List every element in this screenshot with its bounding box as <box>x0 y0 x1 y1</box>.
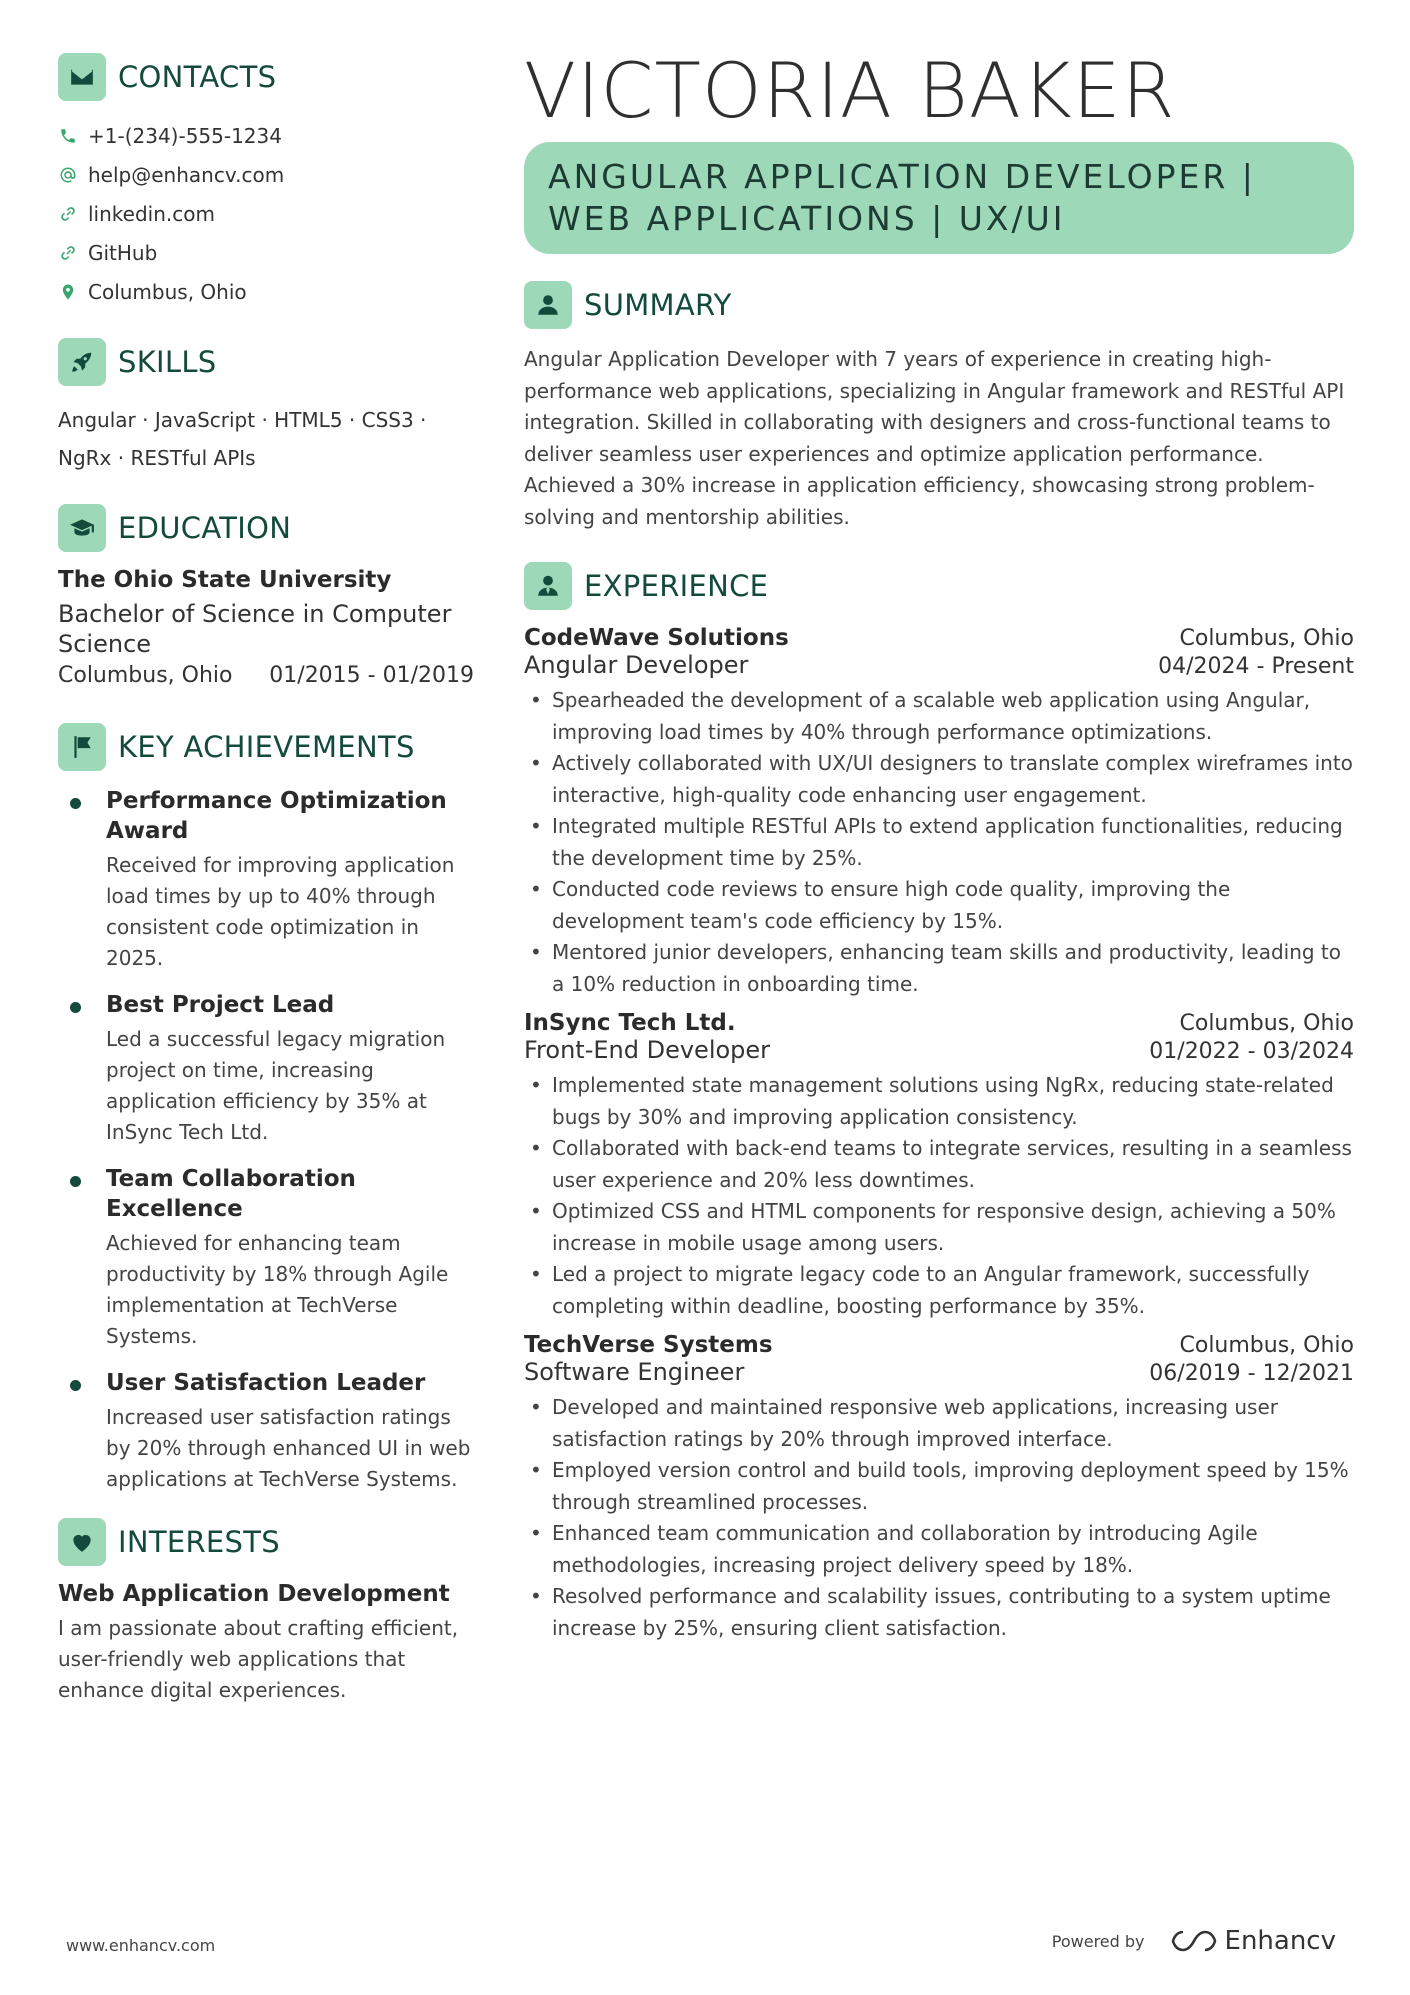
job-bullet: • Collaborated with back-end teams to integrate services, resulting in a seamless user experience and 20% less downtimes. <box>524 1133 1354 1196</box>
achievement-item <box>58 990 478 1148</box>
enhancv-logo-icon <box>1171 1928 1217 1954</box>
job-subheader <box>524 651 1354 679</box>
achievement-desc: Increased user satisfaction ratings by 20% through enhanced UI in web applications at TechVerse Systems. <box>106 1405 471 1491</box>
contact-github[interactable] <box>58 233 478 272</box>
contacts-title: CONTACTS <box>118 60 277 94</box>
bullet-dot <box>70 798 81 809</box>
job-role: Front-End Developer <box>524 1036 771 1064</box>
education-location: Columbus, Ohio <box>58 663 233 688</box>
map-pin-icon <box>58 282 78 302</box>
at-icon <box>58 165 78 185</box>
contact-linkedin[interactable] <box>58 194 478 233</box>
businessperson-icon <box>524 562 572 610</box>
education-school: The Ohio State University <box>58 567 392 593</box>
job-location: Columbus, Ohio <box>1179 626 1354 651</box>
education-dates: 01/2015 - 01/2019 <box>269 663 474 688</box>
enhancv-logo[interactable] <box>1171 1926 1336 1956</box>
bullet-dot <box>70 1176 81 1187</box>
job-role: Software Engineer <box>524 1358 745 1386</box>
headline-text: ANGULAR APPLICATION DEVELOPER | WEB APPLICATIONS | UX/UI <box>548 157 1256 238</box>
job-company: CodeWave Solutions <box>524 625 789 651</box>
contact-email-text: help@enhancv.com <box>88 162 285 187</box>
achievement-title: Performance Optimization Award <box>106 788 447 844</box>
achievements-title: KEY ACHIEVEMENTS <box>118 730 415 764</box>
graduation-cap-icon <box>58 504 106 552</box>
job-bullets <box>524 1392 1354 1644</box>
education-degree: Bachelor of Science in Computer Science <box>58 600 452 658</box>
powered-by-text: Powered by <box>1051 1931 1145 1951</box>
envelope-icon <box>58 53 106 101</box>
contacts-header <box>58 52 478 102</box>
education-header <box>58 503 478 553</box>
job-bullet: • Optimized CSS and HTML components for responsive design, achieving a 50% increase in mobile usage among users. <box>524 1196 1354 1259</box>
job-location: Columbus, Ohio <box>1179 1333 1354 1358</box>
candidate-name: VICTORIA BAKER <box>524 46 1176 135</box>
flag-icon <box>58 723 106 771</box>
contact-github-text: GitHub <box>88 240 158 265</box>
left-column <box>58 52 478 1706</box>
contact-phone[interactable] <box>58 116 478 155</box>
job-bullets <box>524 1070 1354 1322</box>
achievement-title: Best Project Lead <box>106 992 335 1018</box>
heart-icon <box>58 1518 106 1566</box>
interest-desc: I am passionate about crafting efficient, user-friendly web applications that enhance digital experiences. <box>58 1616 459 1702</box>
job-bullet: • Employed version control and build tools, improving deployment speed by 15% through streamlined processes. <box>524 1455 1354 1518</box>
skills-title: SKILLS <box>118 345 217 379</box>
phone-icon <box>58 126 78 146</box>
user-icon <box>524 281 572 329</box>
summary-header <box>524 280 1354 330</box>
job-bullet: • Developed and maintained responsive web applications, increasing user satisfaction ratings by 20% through improved interface. <box>524 1392 1354 1455</box>
job-dates: 01/2022 - 03/2024 <box>1149 1039 1354 1064</box>
job-entry <box>524 1332 1354 1644</box>
footer-branding <box>1052 1926 1336 1956</box>
right-column <box>524 46 1354 1654</box>
job-entry <box>524 1010 1354 1322</box>
job-role: Angular Developer <box>524 651 749 679</box>
job-bullet: • Implemented state management solutions using NgRx, reducing state-related bugs by 30% and improving application consistency. <box>524 1070 1354 1133</box>
education-title: EDUCATION <box>118 511 292 545</box>
job-bullet: • Spearheaded the development of a scalable web application using Angular, improving load times by 40% through performance optimizations. <box>524 685 1354 748</box>
contact-phone-text: +1-(234)-555-1234 <box>88 123 282 148</box>
achievement-item <box>58 786 478 974</box>
job-bullet: • Resolved performance and scalability issues, contributing to a system uptime increase by 25%, ensuring client satisfaction. <box>524 1581 1354 1644</box>
headline-banner <box>524 142 1354 254</box>
job-header <box>524 1010 1354 1036</box>
interests-title: INTERESTS <box>118 1525 280 1559</box>
summary-title: SUMMARY <box>584 288 732 322</box>
achievements-list <box>58 786 478 1495</box>
experience-header <box>524 561 1354 611</box>
job-subheader <box>524 1358 1354 1386</box>
interest-title: Web Application Development <box>58 1581 450 1607</box>
job-bullet: • Mentored junior developers, enhancing team skills and productivity, leading to a 10% reduction in onboarding time. <box>524 937 1354 1000</box>
job-subheader <box>524 1036 1354 1064</box>
summary-text: Angular Application Developer with 7 years of experience in creating high-performance web applications, specializing in Angular framework and RESTful API integration. Skilled in collaborating with designers and cross-functional teams to deliver seamless user experiences and optimize application performance. Achieved a 30% increase in application efficiency, showcasing strong problem-solving and mentorship abilities. <box>524 347 1345 529</box>
experience-title: EXPERIENCE <box>584 569 769 603</box>
enhancv-brand-text: Enhancv <box>1224 1926 1336 1956</box>
skills-header <box>58 337 478 387</box>
achievement-item <box>58 1368 478 1495</box>
job-dates: 06/2019 - 12/2021 <box>1149 1361 1354 1386</box>
job-company: TechVerse Systems <box>524 1332 773 1358</box>
link-icon <box>58 243 78 263</box>
job-bullet: • Integrated multiple RESTful APIs to extend application functionalities, reducing the development time by 25%. <box>524 811 1354 874</box>
education-meta <box>58 663 474 688</box>
achievement-item <box>58 1164 478 1352</box>
contact-linkedin-text: linkedin.com <box>88 201 215 226</box>
achievement-desc: Led a successful legacy migration project on time, increasing application efficiency by 35% at InSync Tech Ltd. <box>106 1027 446 1144</box>
achievement-title: Team Collaboration Excellence <box>106 1166 356 1222</box>
job-entry <box>524 625 1354 1000</box>
job-header <box>524 625 1354 651</box>
interests-header <box>58 1517 478 1567</box>
bullet-dot <box>70 1002 81 1013</box>
job-bullet: • Actively collaborated with UX/UI designers to translate complex wireframes into interactive, high-quality code enhancing user engagement. <box>524 748 1354 811</box>
job-header <box>524 1332 1354 1358</box>
contact-location <box>58 272 478 311</box>
achievement-desc: Achieved for enhancing team productivity by 18% through Agile implementation at TechVerse Systems. <box>106 1231 449 1348</box>
job-location: Columbus, Ohio <box>1179 1011 1354 1036</box>
contact-location-text: Columbus, Ohio <box>88 279 247 304</box>
job-bullet: • Led a project to migrate legacy code to an Angular framework, successfully completing within deadline, boosting performance by 35%. <box>524 1259 1354 1322</box>
job-bullets <box>524 685 1354 1000</box>
job-bullet: • Conducted code reviews to ensure high code quality, improving the development team's code efficiency by 15%. <box>524 874 1354 937</box>
job-bullet: • Enhanced team communication and collaboration by introducing Agile methodologies, increasing project delivery speed by 18%. <box>524 1518 1354 1581</box>
achievement-title: User Satisfaction Leader <box>106 1370 426 1396</box>
contact-email[interactable] <box>58 155 478 194</box>
rocket-icon <box>58 338 106 386</box>
footer-website[interactable]: www.enhancv.com <box>66 1936 216 1955</box>
job-company: InSync Tech Ltd. <box>524 1010 736 1036</box>
link-icon <box>58 204 78 224</box>
bullet-dot <box>70 1380 81 1391</box>
contact-list <box>58 116 478 311</box>
job-dates: 04/2024 - Present <box>1158 654 1354 679</box>
skills-list: Angular · JavaScript · HTML5 · CSS3 · NgRx · RESTful APIs <box>58 408 427 470</box>
achievements-header <box>58 722 478 772</box>
achievement-desc: Received for improving application load times by up to 40% through consistent code optimization in 2025. <box>106 853 455 970</box>
